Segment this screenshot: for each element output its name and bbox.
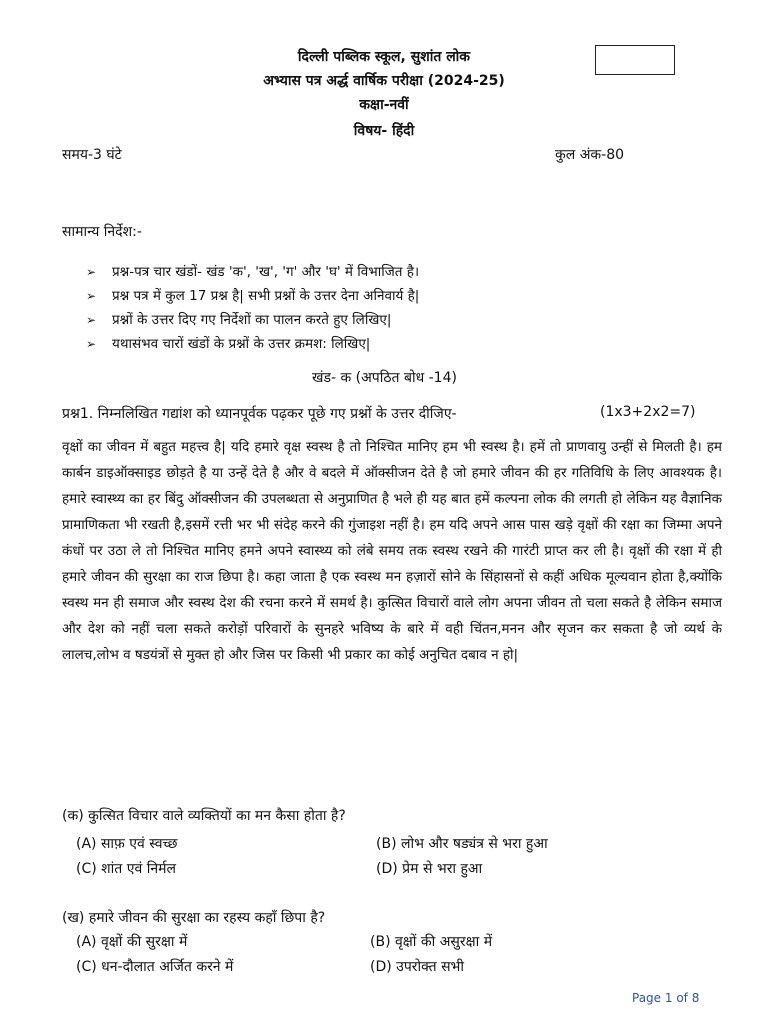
arrow-bullet-icon: ➢	[86, 313, 97, 327]
option-ka-b: (B) लोभ और षड्यंत्र से भरा हुआ	[376, 836, 548, 852]
option-kha-d: (D) उपरोक्त सभी	[370, 959, 464, 975]
option-ka-c: (C) शांत एवं निर्मल	[76, 861, 176, 877]
option-ka-d: (D) प्रेम से भरा हुआ	[376, 861, 483, 877]
unseen-passage: वृक्षों का जीवन में बहुत महत्त्व है| यदि हमारे वृक्ष स्वस्थ है तो निश्चित मानिए हम भी स्वस्थ है। हमें तो प्राणवायु उन्हीं से मिलती है। हम कार्बन डाइऑक्साइड छोड़ते है या उन्हें देते है और वे बदले में ऑक्सीजन देते है जो हमारे जीवन की हर गतिविधि के लिए आवश्यक है। हमारे स्वास्थ्य का हर बिंदु ऑक्सीजन की उपलब्धता से अनुप्राणित है भले ही यह बात हमें कल्पना लोक की लगती हो लेकिन यह वैज्ञानिक प्रामाणिकता भी रखती है,इसमें रत्ती भर भी संदेह करने की गुंजाइश नहीं है। हम यदि अपने आस पास खड़े वृक्षों की रक्षा का जिम्मा अपने कंधों पर उठा ले तो निश्चित मानिए हमने अपने स्वास्थ्य को लंबे समय तक स्वस्थ रखने की गारंटी प्राप्त कर ली है। वृक्षों की रक्षा में ही हमारे जीवन की सुरक्षा का राज छिपा है। कहा जाता है एक स्वस्थ मन हज़ारों सोने के सिंहासनों से कहीं अधिक मूल्यवान होता है,क्योंकि स्वस्थ मन ही समाज और स्वस्थ देश की रचना करने में समर्थ है। कुत्सित विचारों वाले लोग अपना जीवन तो चला सकते है लेकिन समाज और देश को नहीं चला सकते करोड़ों परिवारों के सुनहरे भविष्य के बारे में वही चिंतन,मनन और सृजन कर सकता है जो व्यर्थ के लालच,लोभ व षडयंत्रों से मुक्त हो और जिस पर किसी भी प्रकार का कोई अनुचित दबाव न हो|	[62, 439, 722, 663]
arrow-bullet-icon: ➢	[86, 289, 97, 303]
exam-title: अभ्यास पत्र अर्द्ध वार्षिक परीक्षा (2024-25)	[263, 73, 505, 89]
total-marks: कुल अंक-80	[555, 147, 625, 163]
instruction-item: ➢ यथासंभव चारों खंडों के प्रश्नों के उत्तर क्रमश: लिखिए|	[86, 332, 419, 356]
instructions-heading: सामान्य निर्देश:-	[62, 224, 142, 240]
question-1-marks: (1x3+2x2=7)	[600, 404, 696, 420]
question-kha: (ख) हमारे जीवन की सुरक्षा का रहस्य कहाँ छिपा है?	[62, 910, 326, 926]
section-title: खंड- क (अपठित बोध -14)	[312, 370, 457, 386]
roll-number-box	[595, 45, 675, 75]
option-kha-b: (B) वृक्षों की असुरक्षा में	[370, 934, 493, 950]
option-kha-c: (C) धन-दौलात अर्जित करने में	[76, 959, 234, 975]
question-1-text: प्रश्न1. निम्नलिखित गद्यांश को ध्यानपूर्वक पढ़कर पूछे गए प्रश्नों के उत्तर दीजिए-	[62, 406, 457, 422]
instruction-item: ➢ प्रश्न-पत्र चार खंडों- खंड 'क', 'ख', 'ग' और 'घ' में विभाजित है।	[86, 260, 419, 284]
instruction-item: ➢ प्रश्न पत्र में कुल 17 प्रश्न है| सभी प्रश्नों के उत्तर देना अनिवार्य है|	[86, 284, 419, 308]
option-kha-a: (A) वृक्षों की सुरक्षा में	[76, 934, 188, 950]
class-label: कक्षा-नवीं	[359, 97, 409, 113]
time-label: समय-3 घंटे	[62, 147, 122, 163]
arrow-bullet-icon: ➢	[86, 337, 97, 351]
option-ka-a: (A) साफ़ एवं स्वच्छ	[76, 836, 178, 852]
arrow-bullet-icon: ➢	[86, 265, 97, 279]
page-number: Page 1 of 8	[632, 991, 700, 1005]
question-ka: (क) कुत्सित विचार वाले व्यक्तियों का मन कैसा होता है?	[62, 808, 346, 824]
subject-label: विषय- हिंदी	[353, 123, 415, 139]
instructions-list	[86, 260, 419, 356]
school-name: दिल्ली पब्लिक स्कूल, सुशांत लोक	[297, 49, 471, 65]
instruction-item: ➢ प्रश्नों के उत्तर दिए गए निर्देशों का पालन करते हुए लिखिए|	[86, 308, 419, 332]
